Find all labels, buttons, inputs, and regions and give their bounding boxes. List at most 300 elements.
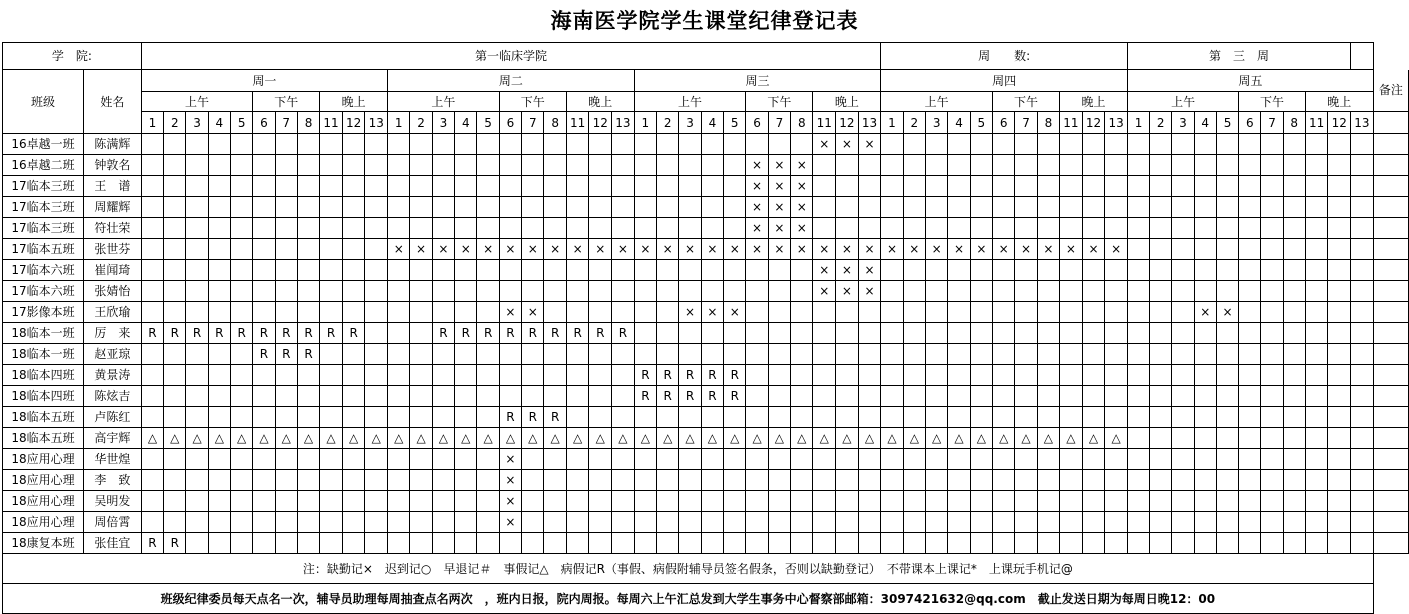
empty-cell[interactable]: [746, 302, 768, 323]
empty-cell[interactable]: [589, 260, 612, 281]
mark-cell[interactable]: △: [186, 428, 208, 449]
empty-cell[interactable]: [701, 176, 723, 197]
empty-cell[interactable]: [993, 365, 1015, 386]
empty-cell[interactable]: [881, 407, 903, 428]
empty-cell[interactable]: [186, 344, 208, 365]
empty-cell[interactable]: [208, 386, 230, 407]
empty-cell[interactable]: [342, 134, 365, 155]
empty-cell[interactable]: [1239, 533, 1261, 554]
empty-cell[interactable]: [1216, 512, 1238, 533]
empty-cell[interactable]: [388, 386, 410, 407]
mark-cell[interactable]: R: [657, 365, 679, 386]
empty-cell[interactable]: [1194, 386, 1216, 407]
empty-cell[interactable]: [836, 218, 859, 239]
empty-cell[interactable]: [768, 281, 790, 302]
empty-cell[interactable]: [881, 302, 903, 323]
empty-cell[interactable]: [231, 407, 253, 428]
empty-cell[interactable]: [432, 449, 454, 470]
empty-cell[interactable]: [791, 386, 813, 407]
empty-cell[interactable]: [522, 533, 544, 554]
mark-cell[interactable]: ×: [679, 239, 701, 260]
empty-cell[interactable]: [926, 533, 948, 554]
empty-cell[interactable]: [410, 470, 432, 491]
empty-cell[interactable]: [1060, 197, 1083, 218]
empty-cell[interactable]: [1172, 323, 1194, 344]
empty-cell[interactable]: [768, 470, 790, 491]
empty-cell[interactable]: [320, 155, 343, 176]
empty-cell[interactable]: [231, 155, 253, 176]
empty-cell[interactable]: [970, 218, 992, 239]
empty-cell[interactable]: [881, 491, 903, 512]
empty-cell[interactable]: [455, 386, 477, 407]
empty-cell[interactable]: [141, 470, 163, 491]
mark-cell[interactable]: △: [275, 428, 297, 449]
empty-cell[interactable]: [903, 386, 925, 407]
empty-cell[interactable]: [297, 386, 319, 407]
empty-cell[interactable]: [410, 260, 432, 281]
empty-cell[interactable]: [231, 449, 253, 470]
empty-cell[interactable]: [948, 512, 970, 533]
empty-cell[interactable]: [679, 197, 701, 218]
mark-cell[interactable]: ×: [791, 239, 813, 260]
empty-cell[interactable]: [1127, 197, 1149, 218]
empty-cell[interactable]: [634, 344, 656, 365]
empty-cell[interactable]: [1127, 134, 1149, 155]
empty-cell[interactable]: [1015, 533, 1037, 554]
empty-cell[interactable]: [544, 344, 566, 365]
empty-cell[interactable]: [1105, 365, 1128, 386]
empty-cell[interactable]: [1172, 428, 1194, 449]
empty-cell[interactable]: [746, 134, 768, 155]
empty-cell[interactable]: [566, 302, 589, 323]
empty-cell[interactable]: [275, 239, 297, 260]
empty-cell[interactable]: [1060, 218, 1083, 239]
empty-cell[interactable]: [432, 302, 454, 323]
empty-cell[interactable]: [208, 365, 230, 386]
empty-cell[interactable]: [1239, 239, 1261, 260]
mark-cell[interactable]: ×: [1060, 239, 1083, 260]
empty-cell[interactable]: [791, 323, 813, 344]
mark-cell[interactable]: ×: [791, 197, 813, 218]
mark-cell[interactable]: ×: [768, 155, 790, 176]
mark-cell[interactable]: R: [499, 407, 521, 428]
empty-cell[interactable]: [1150, 197, 1172, 218]
empty-cell[interactable]: [208, 176, 230, 197]
empty-cell[interactable]: [1015, 449, 1037, 470]
empty-cell[interactable]: [186, 218, 208, 239]
empty-cell[interactable]: [657, 344, 679, 365]
empty-cell[interactable]: [365, 176, 388, 197]
mark-cell[interactable]: R: [724, 386, 746, 407]
empty-cell[interactable]: [903, 302, 925, 323]
empty-cell[interactable]: [253, 155, 275, 176]
empty-cell[interactable]: [410, 218, 432, 239]
empty-cell[interactable]: [768, 533, 790, 554]
empty-cell[interactable]: [1351, 449, 1374, 470]
empty-cell[interactable]: [544, 386, 566, 407]
empty-cell[interactable]: [432, 365, 454, 386]
remark-cell[interactable]: [1373, 281, 1408, 302]
empty-cell[interactable]: [589, 365, 612, 386]
remark-cell[interactable]: [1373, 302, 1408, 323]
empty-cell[interactable]: [432, 176, 454, 197]
mark-cell[interactable]: ×: [499, 449, 521, 470]
empty-cell[interactable]: [1328, 344, 1351, 365]
empty-cell[interactable]: [836, 386, 859, 407]
empty-cell[interactable]: [164, 449, 186, 470]
empty-cell[interactable]: [993, 449, 1015, 470]
empty-cell[interactable]: [522, 218, 544, 239]
mark-cell[interactable]: △: [455, 428, 477, 449]
empty-cell[interactable]: [881, 218, 903, 239]
empty-cell[interactable]: [1216, 533, 1238, 554]
empty-cell[interactable]: [455, 512, 477, 533]
empty-cell[interactable]: [903, 512, 925, 533]
empty-cell[interactable]: [634, 533, 656, 554]
empty-cell[interactable]: [612, 365, 635, 386]
mark-cell[interactable]: R: [164, 533, 186, 554]
empty-cell[interactable]: [522, 449, 544, 470]
empty-cell[interactable]: [858, 218, 881, 239]
empty-cell[interactable]: [320, 449, 343, 470]
mark-cell[interactable]: ×: [499, 512, 521, 533]
empty-cell[interactable]: [881, 449, 903, 470]
empty-cell[interactable]: [141, 260, 163, 281]
empty-cell[interactable]: [275, 512, 297, 533]
mark-cell[interactable]: △: [836, 428, 859, 449]
empty-cell[interactable]: [141, 344, 163, 365]
empty-cell[interactable]: [186, 134, 208, 155]
empty-cell[interactable]: [186, 197, 208, 218]
empty-cell[interactable]: [477, 218, 499, 239]
empty-cell[interactable]: [612, 218, 635, 239]
empty-cell[interactable]: [477, 449, 499, 470]
remark-cell[interactable]: [1373, 134, 1408, 155]
empty-cell[interactable]: [1328, 218, 1351, 239]
mark-cell[interactable]: △: [141, 428, 163, 449]
empty-cell[interactable]: [477, 407, 499, 428]
empty-cell[interactable]: [970, 470, 992, 491]
empty-cell[interactable]: [566, 176, 589, 197]
empty-cell[interactable]: [903, 281, 925, 302]
empty-cell[interactable]: [1082, 218, 1105, 239]
mark-cell[interactable]: R: [724, 365, 746, 386]
empty-cell[interactable]: [724, 281, 746, 302]
empty-cell[interactable]: [1261, 155, 1283, 176]
empty-cell[interactable]: [231, 260, 253, 281]
empty-cell[interactable]: [791, 344, 813, 365]
mark-cell[interactable]: ×: [522, 302, 544, 323]
empty-cell[interactable]: [544, 533, 566, 554]
empty-cell[interactable]: [1194, 407, 1216, 428]
empty-cell[interactable]: [948, 491, 970, 512]
empty-cell[interactable]: [813, 155, 836, 176]
mark-cell[interactable]: ×: [836, 239, 859, 260]
empty-cell[interactable]: [813, 365, 836, 386]
empty-cell[interactable]: [477, 155, 499, 176]
empty-cell[interactable]: [410, 449, 432, 470]
empty-cell[interactable]: [746, 491, 768, 512]
empty-cell[interactable]: [589, 470, 612, 491]
empty-cell[interactable]: [544, 302, 566, 323]
empty-cell[interactable]: [791, 260, 813, 281]
empty-cell[interactable]: [253, 239, 275, 260]
empty-cell[interactable]: [1261, 491, 1283, 512]
empty-cell[interactable]: [1105, 491, 1128, 512]
empty-cell[interactable]: [544, 218, 566, 239]
empty-cell[interactable]: [1172, 155, 1194, 176]
empty-cell[interactable]: [253, 407, 275, 428]
empty-cell[interactable]: [1127, 344, 1149, 365]
empty-cell[interactable]: [612, 386, 635, 407]
empty-cell[interactable]: [432, 407, 454, 428]
empty-cell[interactable]: [1239, 386, 1261, 407]
empty-cell[interactable]: [297, 470, 319, 491]
remark-cell[interactable]: [1373, 176, 1408, 197]
empty-cell[interactable]: [813, 176, 836, 197]
empty-cell[interactable]: [275, 176, 297, 197]
empty-cell[interactable]: [1105, 134, 1128, 155]
mark-cell[interactable]: ×: [1194, 302, 1216, 323]
remark-cell[interactable]: [1373, 260, 1408, 281]
empty-cell[interactable]: [141, 239, 163, 260]
empty-cell[interactable]: [724, 260, 746, 281]
empty-cell[interactable]: [589, 281, 612, 302]
empty-cell[interactable]: [589, 449, 612, 470]
empty-cell[interactable]: [1239, 260, 1261, 281]
empty-cell[interactable]: [499, 176, 521, 197]
empty-cell[interactable]: [836, 344, 859, 365]
empty-cell[interactable]: [634, 155, 656, 176]
empty-cell[interactable]: [993, 407, 1015, 428]
empty-cell[interactable]: [1283, 449, 1305, 470]
mark-cell[interactable]: R: [634, 365, 656, 386]
empty-cell[interactable]: [657, 512, 679, 533]
empty-cell[interactable]: [388, 218, 410, 239]
empty-cell[interactable]: [903, 197, 925, 218]
mark-cell[interactable]: ×: [791, 155, 813, 176]
mark-cell[interactable]: △: [297, 428, 319, 449]
empty-cell[interactable]: [164, 470, 186, 491]
empty-cell[interactable]: [164, 491, 186, 512]
empty-cell[interactable]: [1172, 176, 1194, 197]
empty-cell[interactable]: [970, 155, 992, 176]
empty-cell[interactable]: [566, 365, 589, 386]
empty-cell[interactable]: [1172, 407, 1194, 428]
empty-cell[interactable]: [657, 281, 679, 302]
mark-cell[interactable]: ×: [791, 218, 813, 239]
mark-cell[interactable]: △: [365, 428, 388, 449]
empty-cell[interactable]: [1216, 386, 1238, 407]
empty-cell[interactable]: [1127, 449, 1149, 470]
empty-cell[interactable]: [858, 470, 881, 491]
mark-cell[interactable]: ×: [746, 218, 768, 239]
empty-cell[interactable]: [1239, 218, 1261, 239]
empty-cell[interactable]: [1239, 197, 1261, 218]
empty-cell[interactable]: [1305, 281, 1328, 302]
empty-cell[interactable]: [1015, 344, 1037, 365]
mark-cell[interactable]: △: [589, 428, 612, 449]
empty-cell[interactable]: [342, 239, 365, 260]
mark-cell[interactable]: ×: [746, 239, 768, 260]
empty-cell[interactable]: [589, 386, 612, 407]
empty-cell[interactable]: [1172, 365, 1194, 386]
mark-cell[interactable]: △: [320, 428, 343, 449]
empty-cell[interactable]: [141, 281, 163, 302]
mark-cell[interactable]: R: [544, 323, 566, 344]
empty-cell[interactable]: [365, 386, 388, 407]
mark-cell[interactable]: △: [701, 428, 723, 449]
empty-cell[interactable]: [1127, 386, 1149, 407]
empty-cell[interactable]: [455, 260, 477, 281]
empty-cell[interactable]: [993, 512, 1015, 533]
empty-cell[interactable]: [410, 134, 432, 155]
empty-cell[interactable]: [701, 155, 723, 176]
empty-cell[interactable]: [1261, 302, 1283, 323]
empty-cell[interactable]: [1216, 365, 1238, 386]
empty-cell[interactable]: [410, 512, 432, 533]
empty-cell[interactable]: [634, 407, 656, 428]
empty-cell[interactable]: [1150, 302, 1172, 323]
mark-cell[interactable]: △: [948, 428, 970, 449]
empty-cell[interactable]: [1037, 302, 1059, 323]
empty-cell[interactable]: [365, 134, 388, 155]
empty-cell[interactable]: [1172, 134, 1194, 155]
mark-cell[interactable]: ×: [836, 134, 859, 155]
empty-cell[interactable]: [858, 491, 881, 512]
empty-cell[interactable]: [813, 386, 836, 407]
empty-cell[interactable]: [926, 323, 948, 344]
empty-cell[interactable]: [1037, 155, 1059, 176]
mark-cell[interactable]: ×: [1105, 239, 1128, 260]
empty-cell[interactable]: [926, 218, 948, 239]
empty-cell[interactable]: [791, 134, 813, 155]
empty-cell[interactable]: [1261, 470, 1283, 491]
empty-cell[interactable]: [813, 512, 836, 533]
mark-cell[interactable]: △: [881, 428, 903, 449]
empty-cell[interactable]: [1037, 176, 1059, 197]
mark-cell[interactable]: R: [679, 386, 701, 407]
empty-cell[interactable]: [701, 533, 723, 554]
empty-cell[interactable]: [1172, 302, 1194, 323]
empty-cell[interactable]: [903, 176, 925, 197]
empty-cell[interactable]: [186, 176, 208, 197]
empty-cell[interactable]: [701, 344, 723, 365]
empty-cell[interactable]: [388, 470, 410, 491]
empty-cell[interactable]: [657, 197, 679, 218]
empty-cell[interactable]: [1194, 344, 1216, 365]
empty-cell[interactable]: [791, 407, 813, 428]
empty-cell[interactable]: [701, 197, 723, 218]
mark-cell[interactable]: R: [141, 533, 163, 554]
empty-cell[interactable]: [1239, 365, 1261, 386]
empty-cell[interactable]: [388, 365, 410, 386]
empty-cell[interactable]: [612, 176, 635, 197]
empty-cell[interactable]: [320, 239, 343, 260]
empty-cell[interactable]: [1261, 449, 1283, 470]
empty-cell[interactable]: [1082, 155, 1105, 176]
empty-cell[interactable]: [477, 260, 499, 281]
empty-cell[interactable]: [948, 365, 970, 386]
empty-cell[interactable]: [432, 155, 454, 176]
empty-cell[interactable]: [612, 449, 635, 470]
empty-cell[interactable]: [231, 491, 253, 512]
empty-cell[interactable]: [1060, 386, 1083, 407]
empty-cell[interactable]: [746, 281, 768, 302]
empty-cell[interactable]: [768, 302, 790, 323]
empty-cell[interactable]: [612, 134, 635, 155]
empty-cell[interactable]: [275, 197, 297, 218]
empty-cell[interactable]: [926, 512, 948, 533]
empty-cell[interactable]: [297, 134, 319, 155]
empty-cell[interactable]: [858, 533, 881, 554]
mark-cell[interactable]: ×: [566, 239, 589, 260]
empty-cell[interactable]: [297, 407, 319, 428]
mark-cell[interactable]: R: [701, 386, 723, 407]
empty-cell[interactable]: [1239, 407, 1261, 428]
mark-cell[interactable]: R: [522, 323, 544, 344]
empty-cell[interactable]: [634, 281, 656, 302]
empty-cell[interactable]: [231, 533, 253, 554]
empty-cell[interactable]: [544, 176, 566, 197]
empty-cell[interactable]: [1239, 134, 1261, 155]
empty-cell[interactable]: [275, 407, 297, 428]
remark-cell[interactable]: [1373, 512, 1408, 533]
empty-cell[interactable]: [186, 386, 208, 407]
empty-cell[interactable]: [589, 407, 612, 428]
mark-cell[interactable]: ×: [926, 239, 948, 260]
empty-cell[interactable]: [858, 512, 881, 533]
empty-cell[interactable]: [141, 512, 163, 533]
mark-cell[interactable]: ×: [836, 281, 859, 302]
empty-cell[interactable]: [186, 449, 208, 470]
mark-cell[interactable]: △: [791, 428, 813, 449]
empty-cell[interactable]: [612, 197, 635, 218]
mark-cell[interactable]: △: [208, 428, 230, 449]
empty-cell[interactable]: [1150, 239, 1172, 260]
mark-cell[interactable]: R: [208, 323, 230, 344]
empty-cell[interactable]: [275, 533, 297, 554]
empty-cell[interactable]: [275, 134, 297, 155]
empty-cell[interactable]: [746, 512, 768, 533]
empty-cell[interactable]: [903, 365, 925, 386]
empty-cell[interactable]: [1216, 407, 1238, 428]
mark-cell[interactable]: ×: [432, 239, 454, 260]
mark-cell[interactable]: R: [522, 407, 544, 428]
empty-cell[interactable]: [320, 176, 343, 197]
empty-cell[interactable]: [881, 344, 903, 365]
empty-cell[interactable]: [388, 197, 410, 218]
empty-cell[interactable]: [746, 365, 768, 386]
mark-cell[interactable]: ×: [724, 239, 746, 260]
empty-cell[interactable]: [858, 197, 881, 218]
empty-cell[interactable]: [1015, 386, 1037, 407]
remark-cell[interactable]: [1373, 386, 1408, 407]
empty-cell[interactable]: [432, 533, 454, 554]
empty-cell[interactable]: [499, 260, 521, 281]
empty-cell[interactable]: [993, 218, 1015, 239]
remark-cell[interactable]: [1373, 533, 1408, 554]
mark-cell[interactable]: R: [455, 323, 477, 344]
empty-cell[interactable]: [1150, 386, 1172, 407]
empty-cell[interactable]: [993, 302, 1015, 323]
empty-cell[interactable]: [970, 197, 992, 218]
empty-cell[interactable]: [208, 533, 230, 554]
empty-cell[interactable]: [1239, 176, 1261, 197]
empty-cell[interactable]: [1172, 533, 1194, 554]
empty-cell[interactable]: [253, 197, 275, 218]
empty-cell[interactable]: [1305, 155, 1328, 176]
